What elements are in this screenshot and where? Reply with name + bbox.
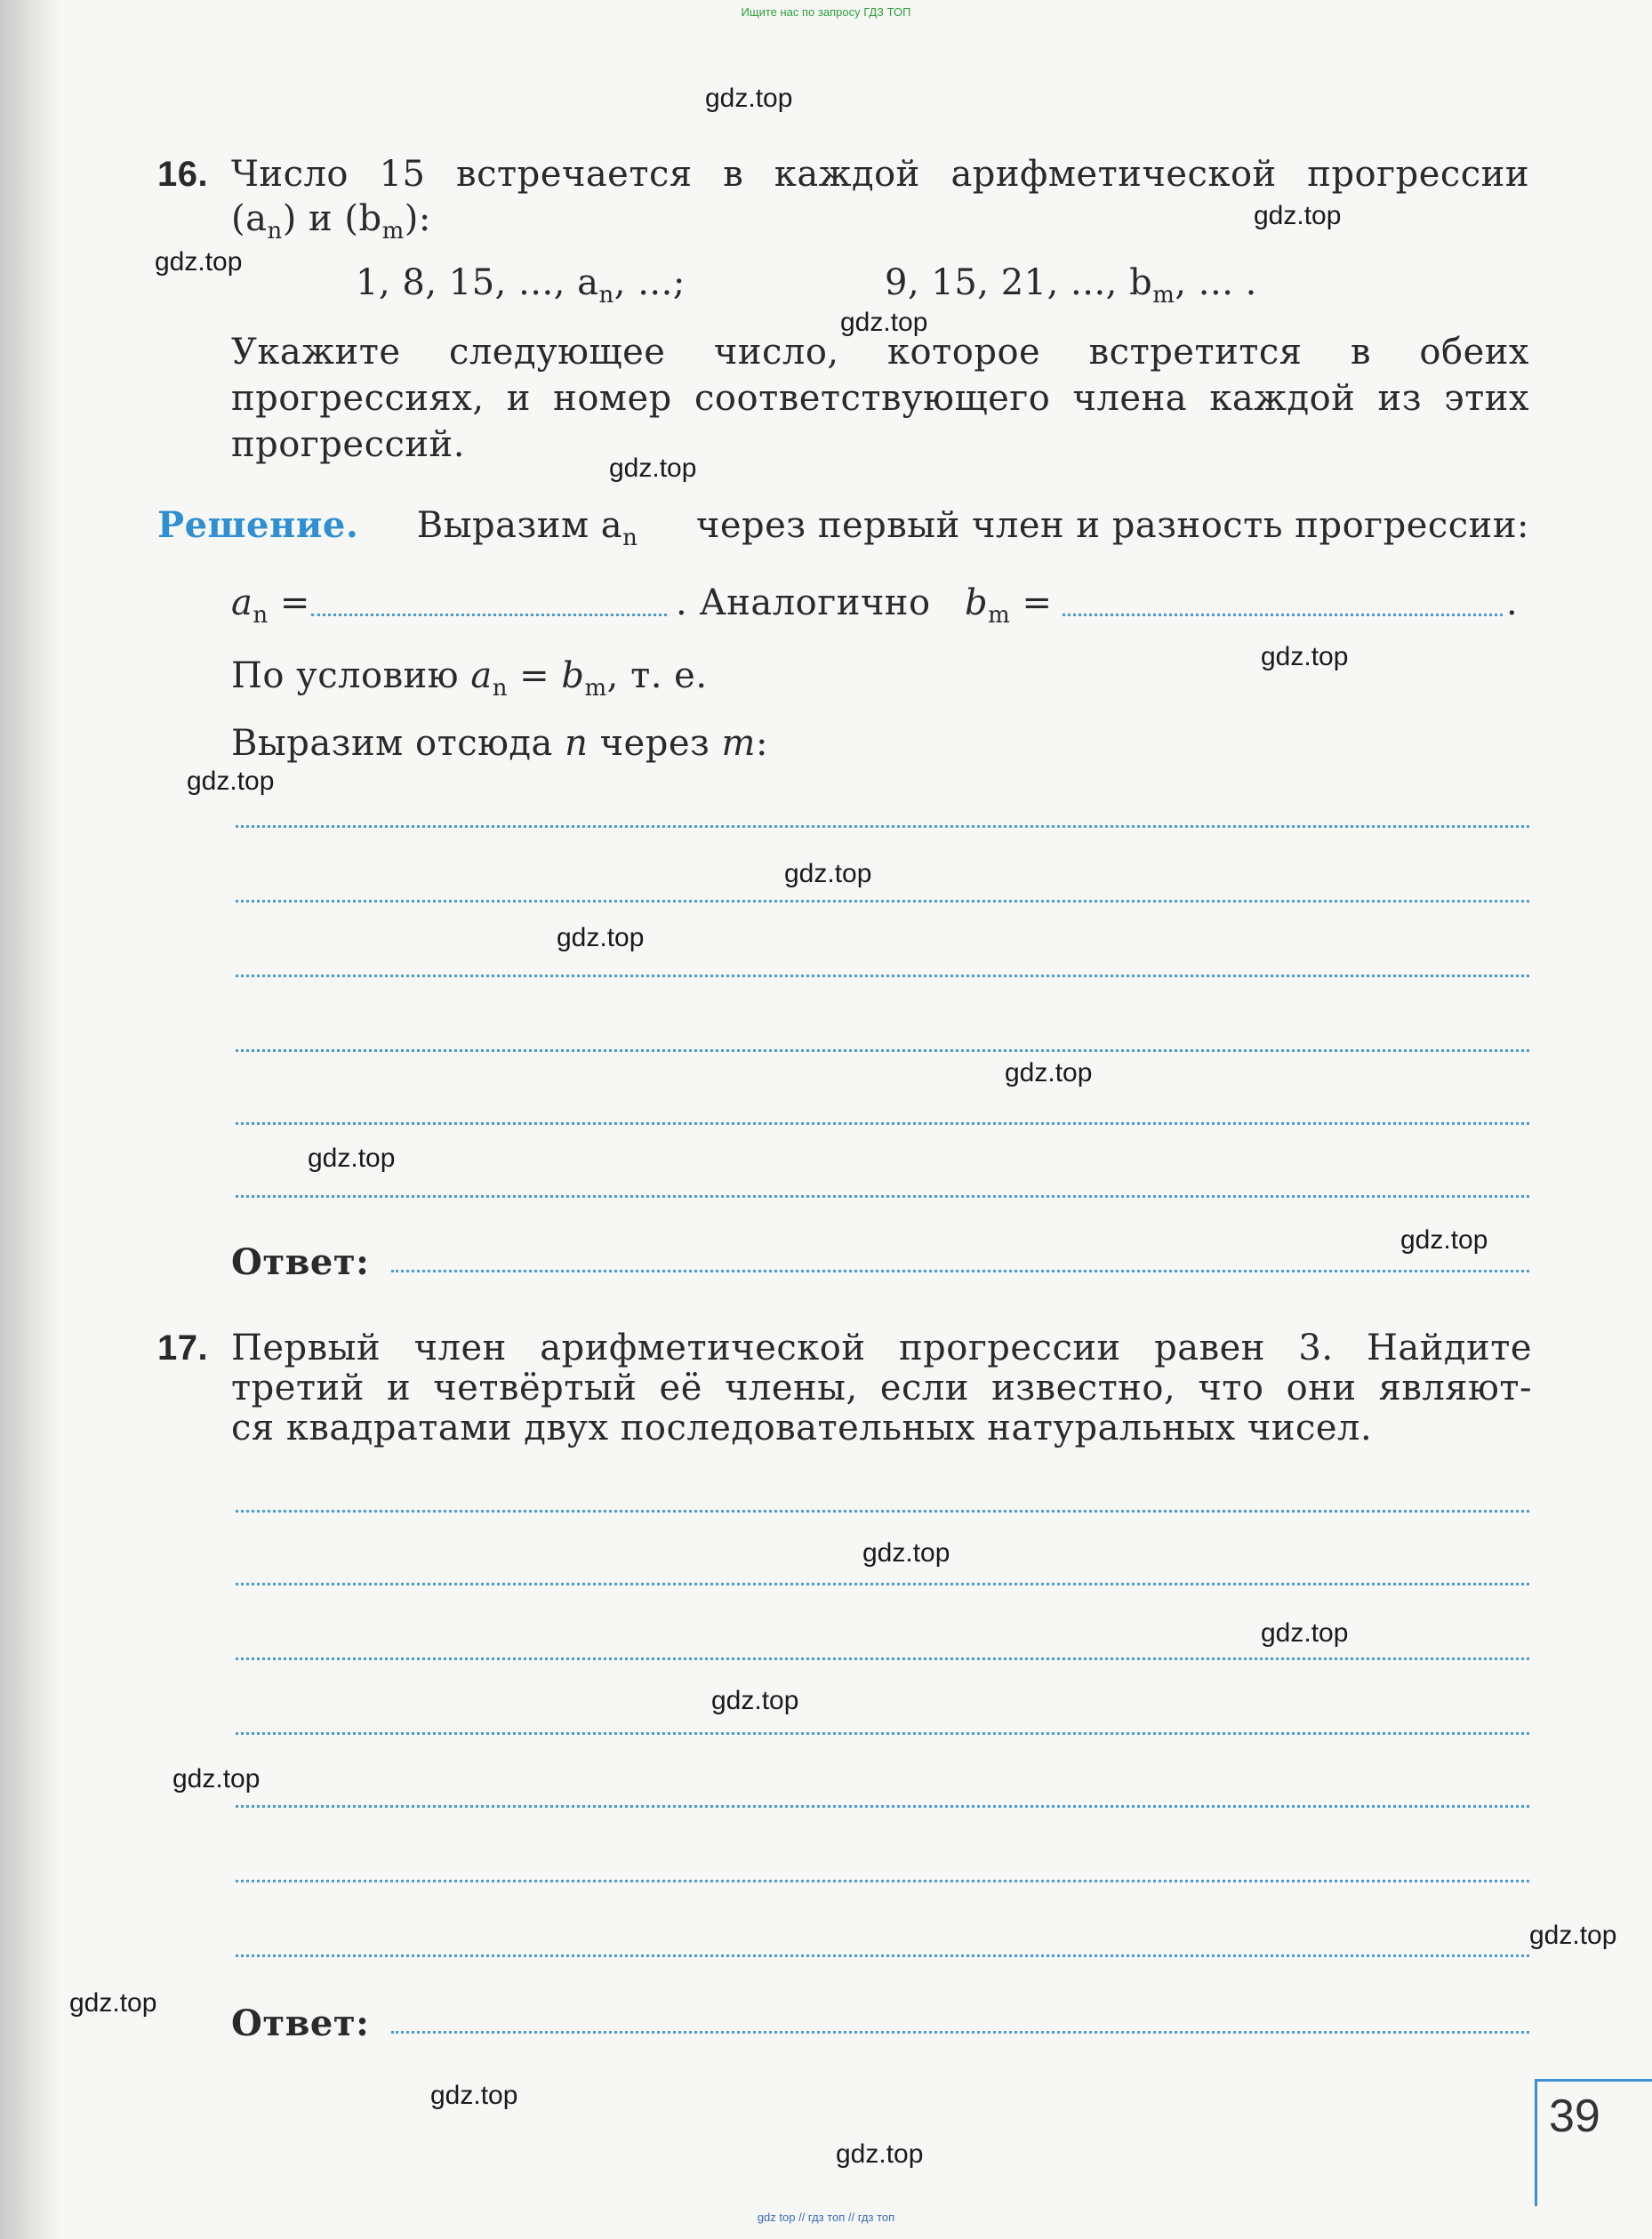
watermark: gdz.top (711, 1686, 799, 1715)
bm-symbol: b (965, 582, 989, 623)
an-sub: n (253, 602, 269, 629)
watermark: gdz.top (187, 766, 275, 796)
seq-end: ): (404, 198, 431, 239)
watermark: gdz.top (836, 2139, 924, 2169)
task16-number-label: 16. (157, 155, 209, 194)
watermark: gdz.top (308, 1144, 396, 1173)
task16-statement-line2 (231, 196, 431, 254)
cond-b-sub: m (584, 675, 607, 702)
sequence-b-end: , ... . (1175, 262, 1257, 303)
bm-formula-label (965, 580, 1053, 638)
express-text: Выразим отсюда (231, 723, 553, 764)
task17-solution-line1[interactable] (236, 1510, 1529, 1513)
question-line2-text: прогрессиях, и номер соответствующего члена каждой из этих (231, 378, 1529, 419)
cond-a: a (470, 655, 493, 696)
seq-a-sub: n (267, 218, 283, 245)
bm-eq: = (1022, 582, 1053, 623)
cond-b: b (561, 655, 585, 696)
bottom-search-link[interactable]: gdz top // гдз топ // гдз топ (757, 2211, 895, 2224)
watermark: gdz.top (1261, 642, 1349, 671)
task17-number-label: 17. (157, 1328, 209, 1368)
solution-text2: через первый член и разность прогрессии: (695, 505, 1529, 546)
task16-solution-line6[interactable] (236, 1195, 1529, 1198)
watermark: gdz.top (862, 1538, 950, 1568)
task16-solution-line3[interactable] (236, 975, 1529, 977)
task17-line3-text: ся квадратами двух последовательных натуральных чисел. (231, 1408, 1373, 1449)
cond-eq: = (519, 655, 550, 696)
watermark: gdz.top (172, 1764, 261, 1794)
sequence-b-text: 9, 15, 21, ..., b (885, 262, 1153, 303)
watermark: gdz.top (840, 308, 928, 337)
watermark: gdz.top (430, 2081, 518, 2110)
top-search-link[interactable]: Ищите нас по запросу ГДЗ ТОП (741, 5, 911, 19)
task17-line1-text: Первый член арифметической прогрессии равен 3. Найдите (231, 1328, 1532, 1368)
question-line3-text: прогрессий. (231, 424, 465, 465)
task17-solution-line4[interactable] (236, 1732, 1529, 1735)
an-symbol: a (231, 582, 253, 623)
sequence-b-sub: m (1152, 282, 1175, 309)
watermark: gdz.top (557, 923, 645, 952)
solution-label: Решение. (157, 504, 359, 546)
task16-statement-line1 (231, 151, 1529, 197)
watermark: gdz.top (155, 247, 243, 277)
book-spine-shadow (0, 0, 62, 2239)
sequence-a-text: 1, 8, 15, ..., a (356, 262, 599, 303)
cond-end: , т. е. (606, 655, 708, 696)
express-line (231, 720, 768, 766)
bm-answer-field[interactable] (1063, 614, 1503, 616)
an-answer-field[interactable] (311, 614, 667, 616)
cond-a-sub: n (492, 675, 508, 702)
task17-answer-field[interactable] (391, 2031, 1529, 2034)
task17-solution-line5[interactable] (236, 1805, 1529, 1808)
question-line1-text: Укажите следующее число, которое встретится в обеих (231, 332, 1529, 373)
task16-number (157, 151, 208, 197)
analog-label: Аналогично (699, 582, 931, 623)
task17-solution-line2[interactable] (236, 1583, 1529, 1585)
task17-line2-text: третий и четвёртый её члены, если известно, что они являют- (231, 1368, 1532, 1408)
condition-text: По условию (231, 655, 460, 696)
task17-line3 (231, 1405, 1372, 1451)
task17-answer-label: Ответ: (231, 2002, 370, 2044)
bm-sub: m (988, 602, 1011, 629)
watermark: gdz.top (784, 859, 872, 888)
sequence-a (356, 260, 686, 318)
sequence-b (885, 260, 1257, 318)
task16-solution-line1[interactable] (236, 825, 1529, 828)
analog-text: . Аналогично (676, 582, 931, 623)
watermark: gdz.top (1005, 1058, 1093, 1087)
task17-solution-line6[interactable] (236, 1880, 1529, 1882)
task16-solution-line4[interactable] (236, 1049, 1529, 1052)
task17-solution-line7[interactable] (236, 1954, 1529, 1957)
seq-mid: ) и (b (282, 198, 382, 239)
solution-sub: n (622, 525, 638, 551)
watermark: gdz.top (69, 1988, 157, 2018)
solution-line (157, 502, 1529, 561)
an-eq: = (279, 582, 310, 623)
page-number: 39 (1549, 2091, 1600, 2142)
solution-text: Выразим a (416, 505, 623, 546)
watermark: gdz.top (609, 453, 697, 483)
task16-question-line3 (231, 421, 465, 468)
task16-solution-line2[interactable] (236, 900, 1529, 903)
condition-line (231, 653, 708, 711)
task17-solution-line3[interactable] (236, 1657, 1529, 1660)
watermark: gdz.top (1261, 1618, 1349, 1648)
sequence-a-sub: n (598, 282, 614, 309)
watermark: gdz.top (1529, 1921, 1617, 1950)
bm-period: . (1506, 582, 1519, 623)
an-formula-label (231, 580, 310, 638)
express-end: : (755, 723, 768, 764)
task16-solution-line5[interactable] (236, 1122, 1529, 1125)
task16-line1-text: Число 15 встречается в каждой арифметической прогрессии (231, 154, 1529, 195)
express-n: n (565, 723, 589, 764)
watermark: gdz.top (705, 84, 793, 113)
seq-a-open: (a (231, 198, 268, 239)
solution-express-an (417, 502, 638, 561)
task16-answer-field[interactable] (391, 1270, 1529, 1272)
express-m: m (721, 723, 756, 764)
watermark: gdz.top (1400, 1225, 1488, 1255)
task16-answer-label: Ответ: (231, 1241, 370, 1283)
seq-b-sub: m (381, 218, 405, 245)
sequence-a-end: , ...; (613, 262, 686, 303)
watermark: gdz.top (1254, 201, 1342, 230)
express-mid: через (599, 723, 710, 764)
task16-question-line2 (231, 375, 1529, 421)
task17-number (157, 1325, 208, 1371)
